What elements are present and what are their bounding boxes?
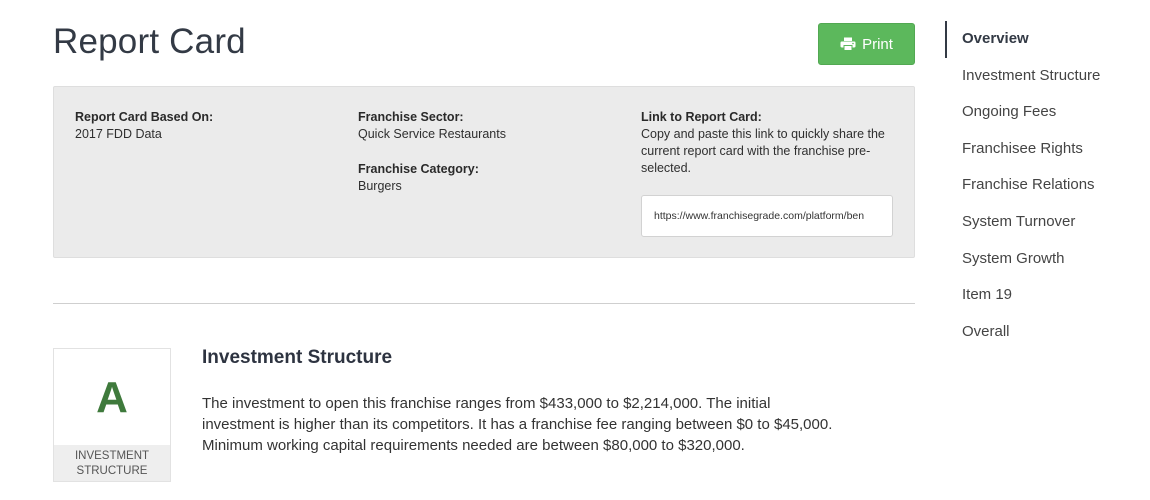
section-description: The investment to open this franchise ranges from $433,000 to $2,214,000. The initial investment is higher than its competitors. It has a franchise fee ranging between $0 to $45,000. Minimum working capital requirements needed are between $80,000 to $320,000. xyxy=(202,395,833,454)
print-button[interactable] xyxy=(818,23,915,65)
page-title: Report Card xyxy=(53,22,246,61)
report-link-input[interactable] xyxy=(641,195,893,237)
nav-item-franchise-relations[interactable]: Franchise Relations xyxy=(962,176,1095,194)
nav-item-investment-structure[interactable]: Investment Structure xyxy=(962,66,1101,84)
category-value: Burgers xyxy=(358,179,402,193)
grade-caption: INVESTMENT STRUCTURE xyxy=(54,445,170,482)
link-description: Copy and paste this link to quickly share the current report card with the franchise pre-selected. xyxy=(641,127,885,175)
section-divider xyxy=(53,303,915,304)
link-block xyxy=(641,109,896,177)
report-side-nav xyxy=(945,21,1135,350)
based-on-label: Report Card Based On: xyxy=(75,110,214,124)
sector-block xyxy=(358,109,608,195)
sector-label: Franchise Sector: xyxy=(358,110,464,124)
nav-item-overall[interactable]: Overall xyxy=(962,322,1010,340)
based-on-block xyxy=(75,109,325,143)
sector-value: Quick Service Restaurants xyxy=(358,127,506,141)
nav-item-system-turnover[interactable]: System Turnover xyxy=(962,212,1076,230)
category-label: Franchise Category: xyxy=(358,162,479,176)
nav-item-overview[interactable]: Overview xyxy=(945,21,1135,58)
grade-badge xyxy=(53,348,171,482)
nav-item-system-growth[interactable]: System Growth xyxy=(962,249,1065,267)
based-on-value: 2017 FDD Data xyxy=(75,127,162,141)
grade-letter: A xyxy=(96,373,128,422)
printer-icon xyxy=(840,37,856,51)
nav-item-item-19[interactable]: Item 19 xyxy=(962,286,1013,304)
report-info-panel xyxy=(53,86,915,258)
nav-item-ongoing-fees[interactable]: Ongoing Fees xyxy=(962,103,1057,121)
print-button-label: Print xyxy=(862,35,893,53)
link-label: Link to Report Card: xyxy=(641,110,762,124)
section-title: Investment Structure xyxy=(202,347,393,368)
nav-item-franchisee-rights[interactable]: Franchisee Rights xyxy=(962,139,1083,157)
